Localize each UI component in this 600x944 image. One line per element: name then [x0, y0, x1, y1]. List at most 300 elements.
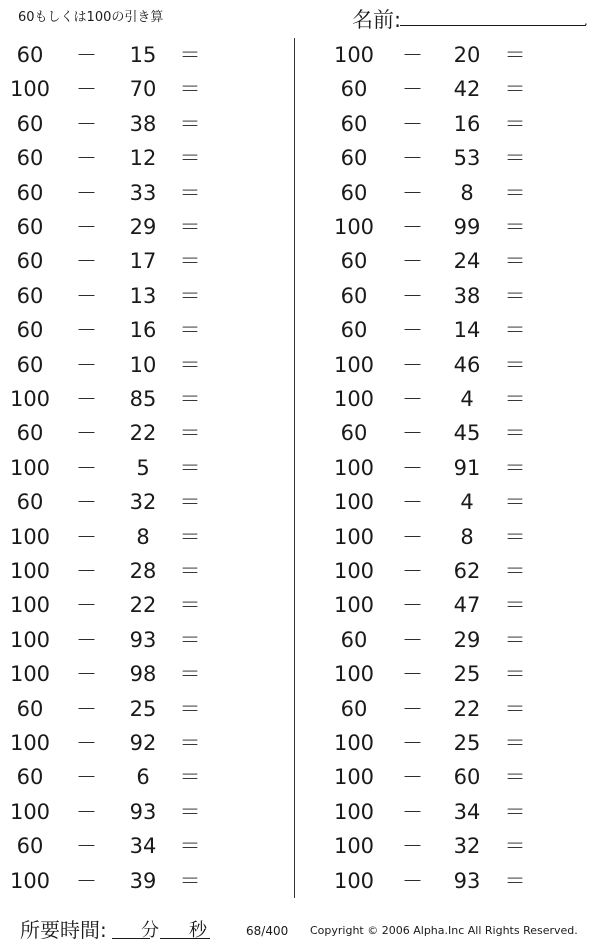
minuend: 100 — [9, 868, 51, 893]
subtrahend: 8 — [460, 524, 474, 549]
answer-space[interactable] — [531, 659, 591, 689]
minuend: 60 — [16, 215, 44, 239]
equals-sign: ＝ — [179, 387, 201, 411]
problem-row — [0, 694, 290, 724]
problem-row — [0, 831, 290, 861]
equals-sign: ＝ — [504, 627, 526, 652]
problem-row — [0, 762, 290, 792]
minus-sign: － — [402, 490, 423, 515]
problem-row — [320, 453, 600, 483]
equals-sign: ＝ — [179, 799, 201, 824]
equals-sign: ＝ — [504, 731, 526, 755]
equals-sign: ＝ — [504, 43, 526, 67]
minus-sign: － — [76, 283, 97, 308]
answer-space[interactable] — [206, 797, 266, 827]
minus-sign: － — [76, 765, 97, 790]
answer-space[interactable] — [206, 728, 266, 758]
minus-sign: － — [76, 559, 97, 583]
problem-row — [0, 315, 290, 345]
minus-sign: － — [402, 215, 423, 239]
problem-row — [320, 556, 600, 586]
answer-space[interactable] — [206, 212, 266, 242]
name-line-end-dot: . — [584, 14, 588, 28]
subtrahend: 5 — [136, 455, 150, 480]
minuend: 60 — [340, 421, 368, 446]
equals-sign: ＝ — [504, 455, 526, 480]
answer-space[interactable] — [531, 453, 591, 483]
equals-sign: ＝ — [504, 834, 526, 859]
minuend: 100 — [333, 490, 375, 515]
problem-row — [320, 350, 600, 380]
equals-sign: ＝ — [179, 352, 201, 377]
subtrahend: 29 — [453, 627, 481, 652]
answer-space[interactable] — [206, 453, 266, 483]
subtrahend: 10 — [129, 352, 157, 377]
answer-space[interactable] — [206, 556, 266, 586]
minus-sign: － — [76, 111, 97, 136]
subtrahend: 85 — [129, 387, 157, 411]
answer-space[interactable] — [531, 831, 591, 861]
minus-sign: － — [76, 524, 97, 549]
subtrahend: 47 — [453, 593, 481, 618]
equals-sign: ＝ — [179, 524, 201, 549]
answer-space[interactable] — [206, 246, 266, 276]
subtrahend: 6 — [136, 765, 150, 790]
answer-space[interactable] — [531, 246, 591, 276]
equals-sign: ＝ — [179, 868, 201, 893]
subtrahend: 92 — [129, 731, 157, 755]
subtrahend: 46 — [453, 352, 481, 377]
minuend: 100 — [9, 593, 51, 618]
answer-space[interactable] — [531, 178, 591, 208]
subtrahend: 93 — [129, 627, 157, 652]
minuend: 60 — [340, 696, 368, 721]
answer-space[interactable] — [531, 350, 591, 380]
minuend: 60 — [340, 249, 368, 274]
equals-sign: ＝ — [504, 387, 526, 411]
equals-sign: ＝ — [504, 283, 526, 308]
problem-row — [320, 109, 600, 139]
problem-row — [320, 281, 600, 311]
equals-sign: ＝ — [504, 799, 526, 824]
equals-sign: ＝ — [504, 559, 526, 583]
problem-row — [0, 556, 290, 586]
problem-row — [320, 625, 600, 655]
subtrahend: 14 — [453, 318, 481, 343]
minus-sign: － — [76, 215, 97, 239]
subtrahend: 4 — [460, 490, 474, 515]
minus-sign: － — [402, 799, 423, 824]
minus-sign: － — [402, 868, 423, 893]
minuend: 60 — [16, 318, 44, 343]
minuend: 60 — [16, 43, 44, 67]
minuend: 60 — [340, 627, 368, 652]
subtrahend: 17 — [129, 249, 157, 274]
minutes-unit: 分 — [141, 920, 159, 941]
equals-sign: ＝ — [504, 524, 526, 549]
answer-space[interactable] — [531, 625, 591, 655]
equals-sign: ＝ — [179, 765, 201, 790]
equals-sign: ＝ — [504, 111, 526, 136]
answer-space[interactable] — [206, 40, 266, 70]
answer-space[interactable] — [531, 281, 591, 311]
minus-sign: － — [76, 593, 97, 618]
name-input-line[interactable] — [400, 25, 586, 26]
answer-space[interactable] — [531, 728, 591, 758]
problem-row — [320, 831, 600, 861]
minuend: 100 — [333, 524, 375, 549]
page-counter: 68/400 — [246, 924, 289, 938]
problem-row — [0, 143, 290, 173]
subtrahend: 38 — [453, 283, 481, 308]
minus-sign: － — [76, 387, 97, 411]
problem-row — [320, 40, 600, 70]
minus-sign: － — [402, 593, 423, 618]
minus-sign: － — [402, 146, 423, 171]
problem-row — [320, 418, 600, 448]
problem-row — [0, 178, 290, 208]
equals-sign: ＝ — [179, 662, 201, 687]
problem-row — [0, 40, 290, 70]
equals-sign: ＝ — [504, 215, 526, 239]
minuend: 60 — [340, 146, 368, 171]
problem-row — [0, 384, 290, 414]
minus-sign: － — [76, 318, 97, 343]
equals-sign: ＝ — [504, 490, 526, 515]
minuend: 100 — [333, 765, 375, 790]
minuend: 60 — [16, 421, 44, 446]
equals-sign: ＝ — [179, 593, 201, 618]
problem-row — [320, 590, 600, 620]
minus-sign: － — [76, 731, 97, 755]
equals-sign: ＝ — [179, 455, 201, 480]
equals-sign: ＝ — [179, 146, 201, 171]
subtrahend: 98 — [129, 662, 157, 687]
answer-space[interactable] — [206, 178, 266, 208]
problem-row — [320, 487, 600, 517]
subtrahend: 34 — [453, 799, 481, 824]
subtrahend: 42 — [453, 77, 481, 102]
equals-sign: ＝ — [179, 77, 201, 102]
subtrahend: 25 — [129, 696, 157, 721]
problem-row — [320, 143, 600, 173]
minuend: 100 — [333, 215, 375, 239]
equals-sign: ＝ — [179, 215, 201, 239]
answer-space[interactable] — [206, 109, 266, 139]
equals-sign: ＝ — [179, 421, 201, 446]
problem-row — [320, 178, 600, 208]
problem-row — [320, 315, 600, 345]
problem-row — [320, 522, 600, 552]
minus-sign: － — [402, 627, 423, 652]
answer-space[interactable] — [531, 74, 591, 104]
problem-row — [320, 866, 600, 896]
minus-sign: － — [76, 77, 97, 102]
minuend: 100 — [9, 627, 51, 652]
problem-row — [0, 487, 290, 517]
equals-sign: ＝ — [504, 249, 526, 274]
minuend: 100 — [333, 799, 375, 824]
minuend: 60 — [16, 111, 44, 136]
problem-row — [0, 350, 290, 380]
problem-row — [320, 212, 600, 242]
answer-space[interactable] — [206, 522, 266, 552]
minuend: 60 — [16, 180, 44, 205]
minuend: 100 — [9, 731, 51, 755]
subtrahend: 32 — [453, 834, 481, 859]
equals-sign: ＝ — [504, 352, 526, 377]
equals-sign: ＝ — [179, 731, 201, 755]
problem-row — [320, 246, 600, 276]
equals-sign: ＝ — [504, 765, 526, 790]
minuend: 60 — [340, 283, 368, 308]
equals-sign: ＝ — [179, 627, 201, 652]
minuend: 60 — [16, 249, 44, 274]
minuend: 60 — [16, 765, 44, 790]
answer-space[interactable] — [206, 866, 266, 896]
subtrahend: 53 — [453, 146, 481, 171]
minuend: 60 — [16, 146, 44, 171]
minuend: 100 — [9, 799, 51, 824]
answer-space[interactable] — [206, 281, 266, 311]
answer-space[interactable] — [531, 487, 591, 517]
minuend: 100 — [333, 352, 375, 377]
subtrahend: 33 — [129, 180, 157, 205]
minus-sign: － — [402, 283, 423, 308]
subtrahend: 4 — [460, 387, 474, 411]
problem-row — [0, 246, 290, 276]
subtrahend: 70 — [129, 77, 157, 102]
minus-sign: － — [402, 352, 423, 377]
minus-sign: － — [76, 421, 97, 446]
subtrahend: 32 — [129, 490, 157, 515]
answer-space[interactable] — [206, 625, 266, 655]
answer-space[interactable] — [206, 418, 266, 448]
minuend: 60 — [340, 77, 368, 102]
minuend: 100 — [333, 593, 375, 618]
minus-sign: － — [402, 834, 423, 859]
answer-space[interactable] — [206, 74, 266, 104]
answer-space[interactable] — [531, 143, 591, 173]
minuend: 100 — [333, 455, 375, 480]
minus-sign: － — [76, 43, 97, 67]
equals-sign: ＝ — [504, 77, 526, 102]
minuend: 100 — [333, 662, 375, 687]
problem-row — [0, 281, 290, 311]
equals-sign: ＝ — [179, 318, 201, 343]
minus-sign: － — [402, 318, 423, 343]
equals-sign: ＝ — [179, 249, 201, 274]
minuend: 60 — [16, 834, 44, 859]
minuend: 100 — [333, 387, 375, 411]
copyright-notice: Copyright © 2006 Alpha.Inc All Rights Reserved. — [310, 924, 578, 937]
equals-sign: ＝ — [504, 421, 526, 446]
minus-sign: － — [76, 146, 97, 171]
problem-row — [0, 522, 290, 552]
problem-row — [0, 109, 290, 139]
answer-space[interactable] — [206, 143, 266, 173]
minus-sign: － — [402, 43, 423, 67]
problem-row — [0, 74, 290, 104]
answer-space[interactable] — [206, 315, 266, 345]
minuend: 100 — [333, 731, 375, 755]
minus-sign: － — [402, 662, 423, 687]
problem-row — [0, 453, 290, 483]
seconds-unit: 秒 — [189, 920, 207, 941]
subtrahend: 91 — [453, 455, 481, 480]
minus-sign: － — [76, 868, 97, 893]
minuend: 100 — [9, 77, 51, 102]
minus-sign: － — [76, 627, 97, 652]
minus-sign: － — [402, 180, 423, 205]
subtrahend: 16 — [129, 318, 157, 343]
answer-space[interactable] — [531, 556, 591, 586]
subtrahend: 8 — [136, 524, 150, 549]
subtrahend: 60 — [453, 765, 481, 790]
subtrahend: 25 — [453, 662, 481, 687]
subtrahend: 13 — [129, 283, 157, 308]
minus-sign: － — [76, 490, 97, 515]
answer-space[interactable] — [531, 522, 591, 552]
problem-row — [0, 728, 290, 758]
problem-row — [320, 384, 600, 414]
answer-space[interactable] — [531, 315, 591, 345]
problem-row — [0, 590, 290, 620]
answer-space[interactable] — [531, 590, 591, 620]
column-divider — [294, 38, 295, 898]
minus-sign: － — [402, 765, 423, 790]
answer-space[interactable] — [206, 590, 266, 620]
minus-sign: － — [76, 455, 97, 480]
subtrahend: 93 — [129, 799, 157, 824]
subtrahend: 24 — [453, 249, 481, 274]
minuend: 60 — [340, 111, 368, 136]
minus-sign: － — [402, 77, 423, 102]
problem-row — [320, 694, 600, 724]
equals-sign: ＝ — [179, 283, 201, 308]
subtrahend: 28 — [129, 559, 157, 583]
minuend: 100 — [333, 43, 375, 67]
subtrahend: 22 — [453, 696, 481, 721]
answer-space[interactable] — [206, 487, 266, 517]
equals-sign: ＝ — [504, 593, 526, 618]
problem-row — [0, 797, 290, 827]
answer-space[interactable] — [531, 797, 591, 827]
minus-sign: － — [402, 731, 423, 755]
equals-sign: ＝ — [179, 696, 201, 721]
subtrahend: 29 — [129, 215, 157, 239]
minuend: 60 — [340, 180, 368, 205]
minuend: 100 — [9, 559, 51, 583]
problem-row — [0, 418, 290, 448]
minus-sign: － — [402, 421, 423, 446]
minus-sign: － — [76, 249, 97, 274]
answer-space[interactable] — [206, 384, 266, 414]
subtrahend: 20 — [453, 43, 481, 67]
equals-sign: ＝ — [504, 318, 526, 343]
minuend: 100 — [333, 559, 375, 583]
answer-space[interactable] — [206, 762, 266, 792]
equals-sign: ＝ — [179, 180, 201, 205]
answer-space[interactable] — [531, 384, 591, 414]
equals-sign: ＝ — [179, 559, 201, 583]
subtrahend: 39 — [129, 868, 157, 893]
answer-space[interactable] — [531, 212, 591, 242]
minuend: 60 — [16, 696, 44, 721]
answer-space[interactable] — [531, 762, 591, 792]
minus-sign: － — [402, 696, 423, 721]
problem-row — [0, 625, 290, 655]
minuend: 60 — [16, 352, 44, 377]
answer-space[interactable] — [206, 694, 266, 724]
minus-sign: － — [402, 387, 423, 411]
problem-row — [0, 659, 290, 689]
subtrahend: 38 — [129, 111, 157, 136]
problem-row — [0, 212, 290, 242]
minuend: 100 — [9, 524, 51, 549]
subtrahend: 16 — [453, 111, 481, 136]
minus-sign: － — [76, 696, 97, 721]
problem-row — [320, 728, 600, 758]
subtrahend: 99 — [453, 215, 481, 239]
problem-row — [320, 762, 600, 792]
answer-space[interactable] — [206, 831, 266, 861]
minuend: 60 — [340, 318, 368, 343]
problem-row — [320, 74, 600, 104]
problem-row — [320, 659, 600, 689]
subtrahend: 22 — [129, 593, 157, 618]
answer-space[interactable] — [531, 40, 591, 70]
minuend: 100 — [9, 387, 51, 411]
answer-space[interactable] — [531, 109, 591, 139]
minus-sign: － — [76, 799, 97, 824]
equals-sign: ＝ — [179, 490, 201, 515]
equals-sign: ＝ — [504, 696, 526, 721]
minuend: 100 — [9, 455, 51, 480]
subtrahend: 34 — [129, 834, 157, 859]
worksheet-title: 60もしくは100の引き算 — [18, 10, 164, 25]
subtrahend: 45 — [453, 421, 481, 446]
minuend: 100 — [333, 834, 375, 859]
equals-sign: ＝ — [179, 111, 201, 136]
answer-space[interactable] — [531, 694, 591, 724]
minus-sign: － — [76, 662, 97, 687]
time-label: 所要時間: — [20, 918, 107, 942]
subtrahend: 22 — [129, 421, 157, 446]
answer-space[interactable] — [531, 418, 591, 448]
subtrahend: 12 — [129, 146, 157, 171]
answer-space[interactable] — [206, 659, 266, 689]
subtrahend: 25 — [453, 731, 481, 755]
problem-row — [0, 866, 290, 896]
minus-sign: － — [402, 559, 423, 583]
equals-sign: ＝ — [504, 180, 526, 205]
answer-space[interactable] — [531, 866, 591, 896]
equals-sign: ＝ — [504, 868, 526, 893]
equals-sign: ＝ — [179, 834, 201, 859]
minus-sign: － — [76, 834, 97, 859]
minus-sign: － — [402, 455, 423, 480]
minus-sign: － — [76, 352, 97, 377]
equals-sign: ＝ — [504, 146, 526, 171]
equals-sign: ＝ — [504, 662, 526, 687]
subtrahend: 62 — [453, 559, 481, 583]
subtrahend: 15 — [129, 43, 157, 67]
equals-sign: ＝ — [179, 43, 201, 67]
answer-space[interactable] — [206, 350, 266, 380]
subtrahend: 93 — [453, 868, 481, 893]
minus-sign: － — [402, 524, 423, 549]
